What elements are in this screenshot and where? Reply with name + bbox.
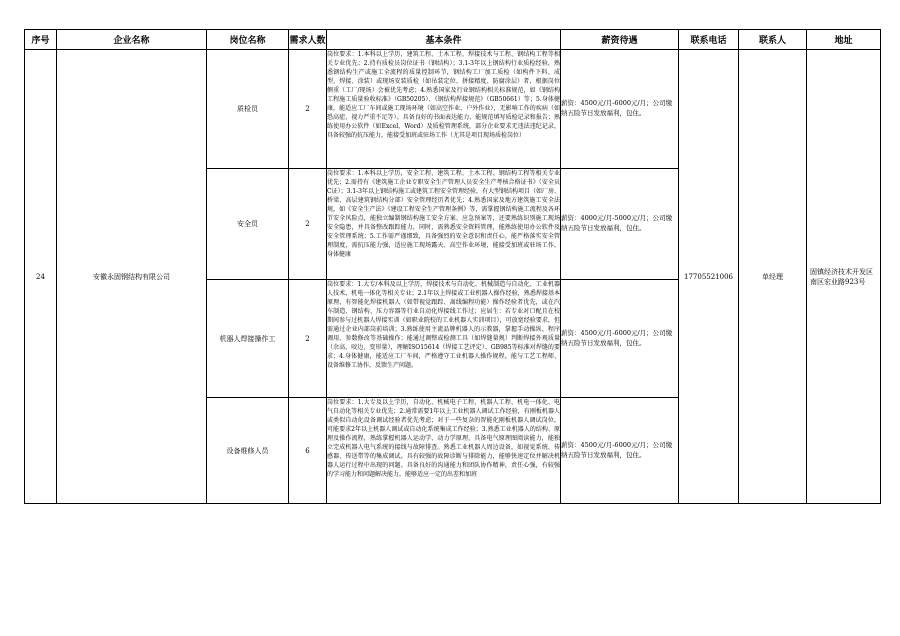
salary-cell: 薪资：4500元/月-6000元/月；公司缴纳五险节日发放福利，包住。	[561, 280, 679, 398]
headcount-cell: 2	[289, 50, 327, 169]
header-seq: 序号	[25, 30, 57, 50]
table-row	[25, 50, 881, 169]
requirements-cell	[327, 50, 561, 169]
company-cell: 安徽永固钢结构有限公司	[57, 50, 207, 504]
contact-cell: 单经理	[739, 50, 807, 504]
headcount-cell: 2	[289, 280, 327, 398]
requirements-text: 岗位要求：1.大专/本科及以上学历，焊接技术与自动化、机械制造与自动化、工业机器人技术、机电一体化等相关专业；2.1年以上焊接或工业机器人操作经验，熟悉焊接基本原理，有智能化焊接机器人（如带视觉跟踪、离线编程功能）操作经验者优先，或在汽车制造、钢结构、压力容器等行业自动化焊接线工作过；应届生：若专业对口配且在校期间参与过机器人焊接实训（如职业院校的工业机器人实训项目），可放宽经验要求，但需通过企业内部岗前培训；3.熟练使用主流品牌机器人的示教器，掌握手动操纵、程序调用、参数修改等基础操作；能通过调整或检测工具（如焊缝量规）判断焊接外观质量（余高、咬边、变形量），理解ISO15614（焊接工艺评定）、GB985等标准对焊缝的要求；4.身体健康，能适应工厂车间，严格遵守工业机器人操作规程，能与工艺工程师、设备维修工协作，反馈生产问题。	[327, 281, 560, 369]
headcount-cell: 6	[289, 398, 327, 504]
requirements-cell	[327, 169, 561, 280]
recruitment-table	[24, 29, 881, 504]
header-headcount: 需求人数	[289, 30, 327, 50]
salary-cell: 薪资：4500元/月-6000元/月；公司缴纳五险节日发放福利，包住。	[561, 398, 679, 504]
headcount-cell: 2	[289, 169, 327, 280]
header-salary: 薪资待遇	[561, 30, 679, 50]
header-requirements: 基本条件	[327, 30, 561, 50]
position-cell: 质检员	[207, 50, 289, 169]
address-cell: 固镇经济技术开发区南区宏业路923号	[807, 50, 881, 504]
requirements-text: 岗位要求：1.大专及以上学历，自动化、机械电子工程、机器人工程、机电一体化、电气自动化等相关专业优先；2.通常需要1年以上工业机器人调试工作经验，有刚板机器人或类似自动化设备调试经验者优先考虑；对于一些复杂的智能化刚板机器人调试岗位，可能要求2年以上机器人调试或自动化系统集成工作经验；3.熟悉工业机器人的结构、原理及操作流程，熟练掌握机器人运动学、动力学原理，具备电气原理图阅读能力，能独立完成机器人电气系统的接线与故障排查。熟悉工业机器人周边设备，如视觉系统、传感器、传送带等的集成调试。具有较强的故障诊断与排除能力，能够快速定位并解决机器人运行过程中出现的问题。具备良好的沟通能力和团队协作精神，责任心强，有较强的学习能力和问题解决能力，能够适应一定的出差和加班	[327, 399, 560, 478]
position-cell: 机器人焊接操作工	[207, 280, 289, 398]
salary-cell: 薪资：4500元/月-6000元/月；公司缴纳五险节日发放福利，包住。	[561, 50, 679, 169]
header-contact: 联系人	[739, 30, 807, 50]
phone-cell: 17705521006	[679, 50, 739, 504]
position-cell: 设备维修人员	[207, 398, 289, 504]
requirements-cell	[327, 280, 561, 398]
requirements-text: 岗位要求：1.本科以上学历，安全工程、建筑工程、土木工程、钢结构工程等相关专业优先；2.需持有《建筑施工企业专职安全生产管理人员安全生产考核合格证书》（安全员C证）；3.1-3年以上钢结构施工或建筑工程安全管理经验，有大型钢结构项目（如厂房、桥梁、高层建筑钢结构分部）安全管理经历者优先；4.熟悉国家及地方建筑施工安全法规，如《安全生产法》《建设工程安全生产管理条例》等，需掌握钢结构施工流程及各环节安全风险点，能独立编制钢结构施工安全方案、应急预案等，还要熟练识别施工现场安全隐患，并具备整改跟踪能力，同时，需熟悉安全资料管理，能熟练使用办公软件及安全管理系统；5.工作需严谨细致，具备强烈的安全意识和责任心，能严格落实安全管理制度，需抗压能力强，适应施工现场露天、高空作业环境，能接受加班或驻场工作，身体健康	[327, 170, 560, 258]
requirements-text: 岗位要求：1.本科以上学历，建筑工程、土木工程、焊接技术与工程、钢结构工程等相关专业优先；2.持有质检员岗位证书（钢结构）；3.1-3年以上钢结构行业质检经验，熟悉钢结构生产或施工全流程的质量控制环节，钢结构工厂加工质检（如构件下料、成型、焊接、涂装）或现场安装质检（如吊装定位、拼接精度、防腐涂层）者，根据岗位侧重（工厂/现场）会被优先考虑；4.熟悉国家及行业钢结构相关标准规范，如《钢结构工程施工质量验收标准》（GB50205）、《钢结构焊接规范》（GB50661）等；5.身体健康，能适应工厂车间或施工现场环境（如高空作业、户外作业），无影响工作的疾病（如恐高症、视力严重不足等）。具备良好的书面表达能力，能规范填写质检记录和报告；熟练使用办公软件（如Excel、Word）及质检管理系统，部分企业要求无违法违纪记录，具备较强的抗压能力，能接受加班或驻场工作（尤其是项目现场质检岗位）	[327, 51, 560, 139]
seq-cell: 24	[25, 50, 57, 504]
requirements-cell	[327, 398, 561, 504]
salary-cell: 薪资：4000元/月-5000元/月；公司缴纳五险节日发放福利，包住。	[561, 169, 679, 280]
header-position: 岗位名称	[207, 30, 289, 50]
header-address: 地址	[807, 30, 881, 50]
header-phone: 联系电话	[679, 30, 739, 50]
header-row	[25, 30, 881, 50]
position-cell: 安全员	[207, 169, 289, 280]
header-company: 企业名称	[57, 30, 207, 50]
